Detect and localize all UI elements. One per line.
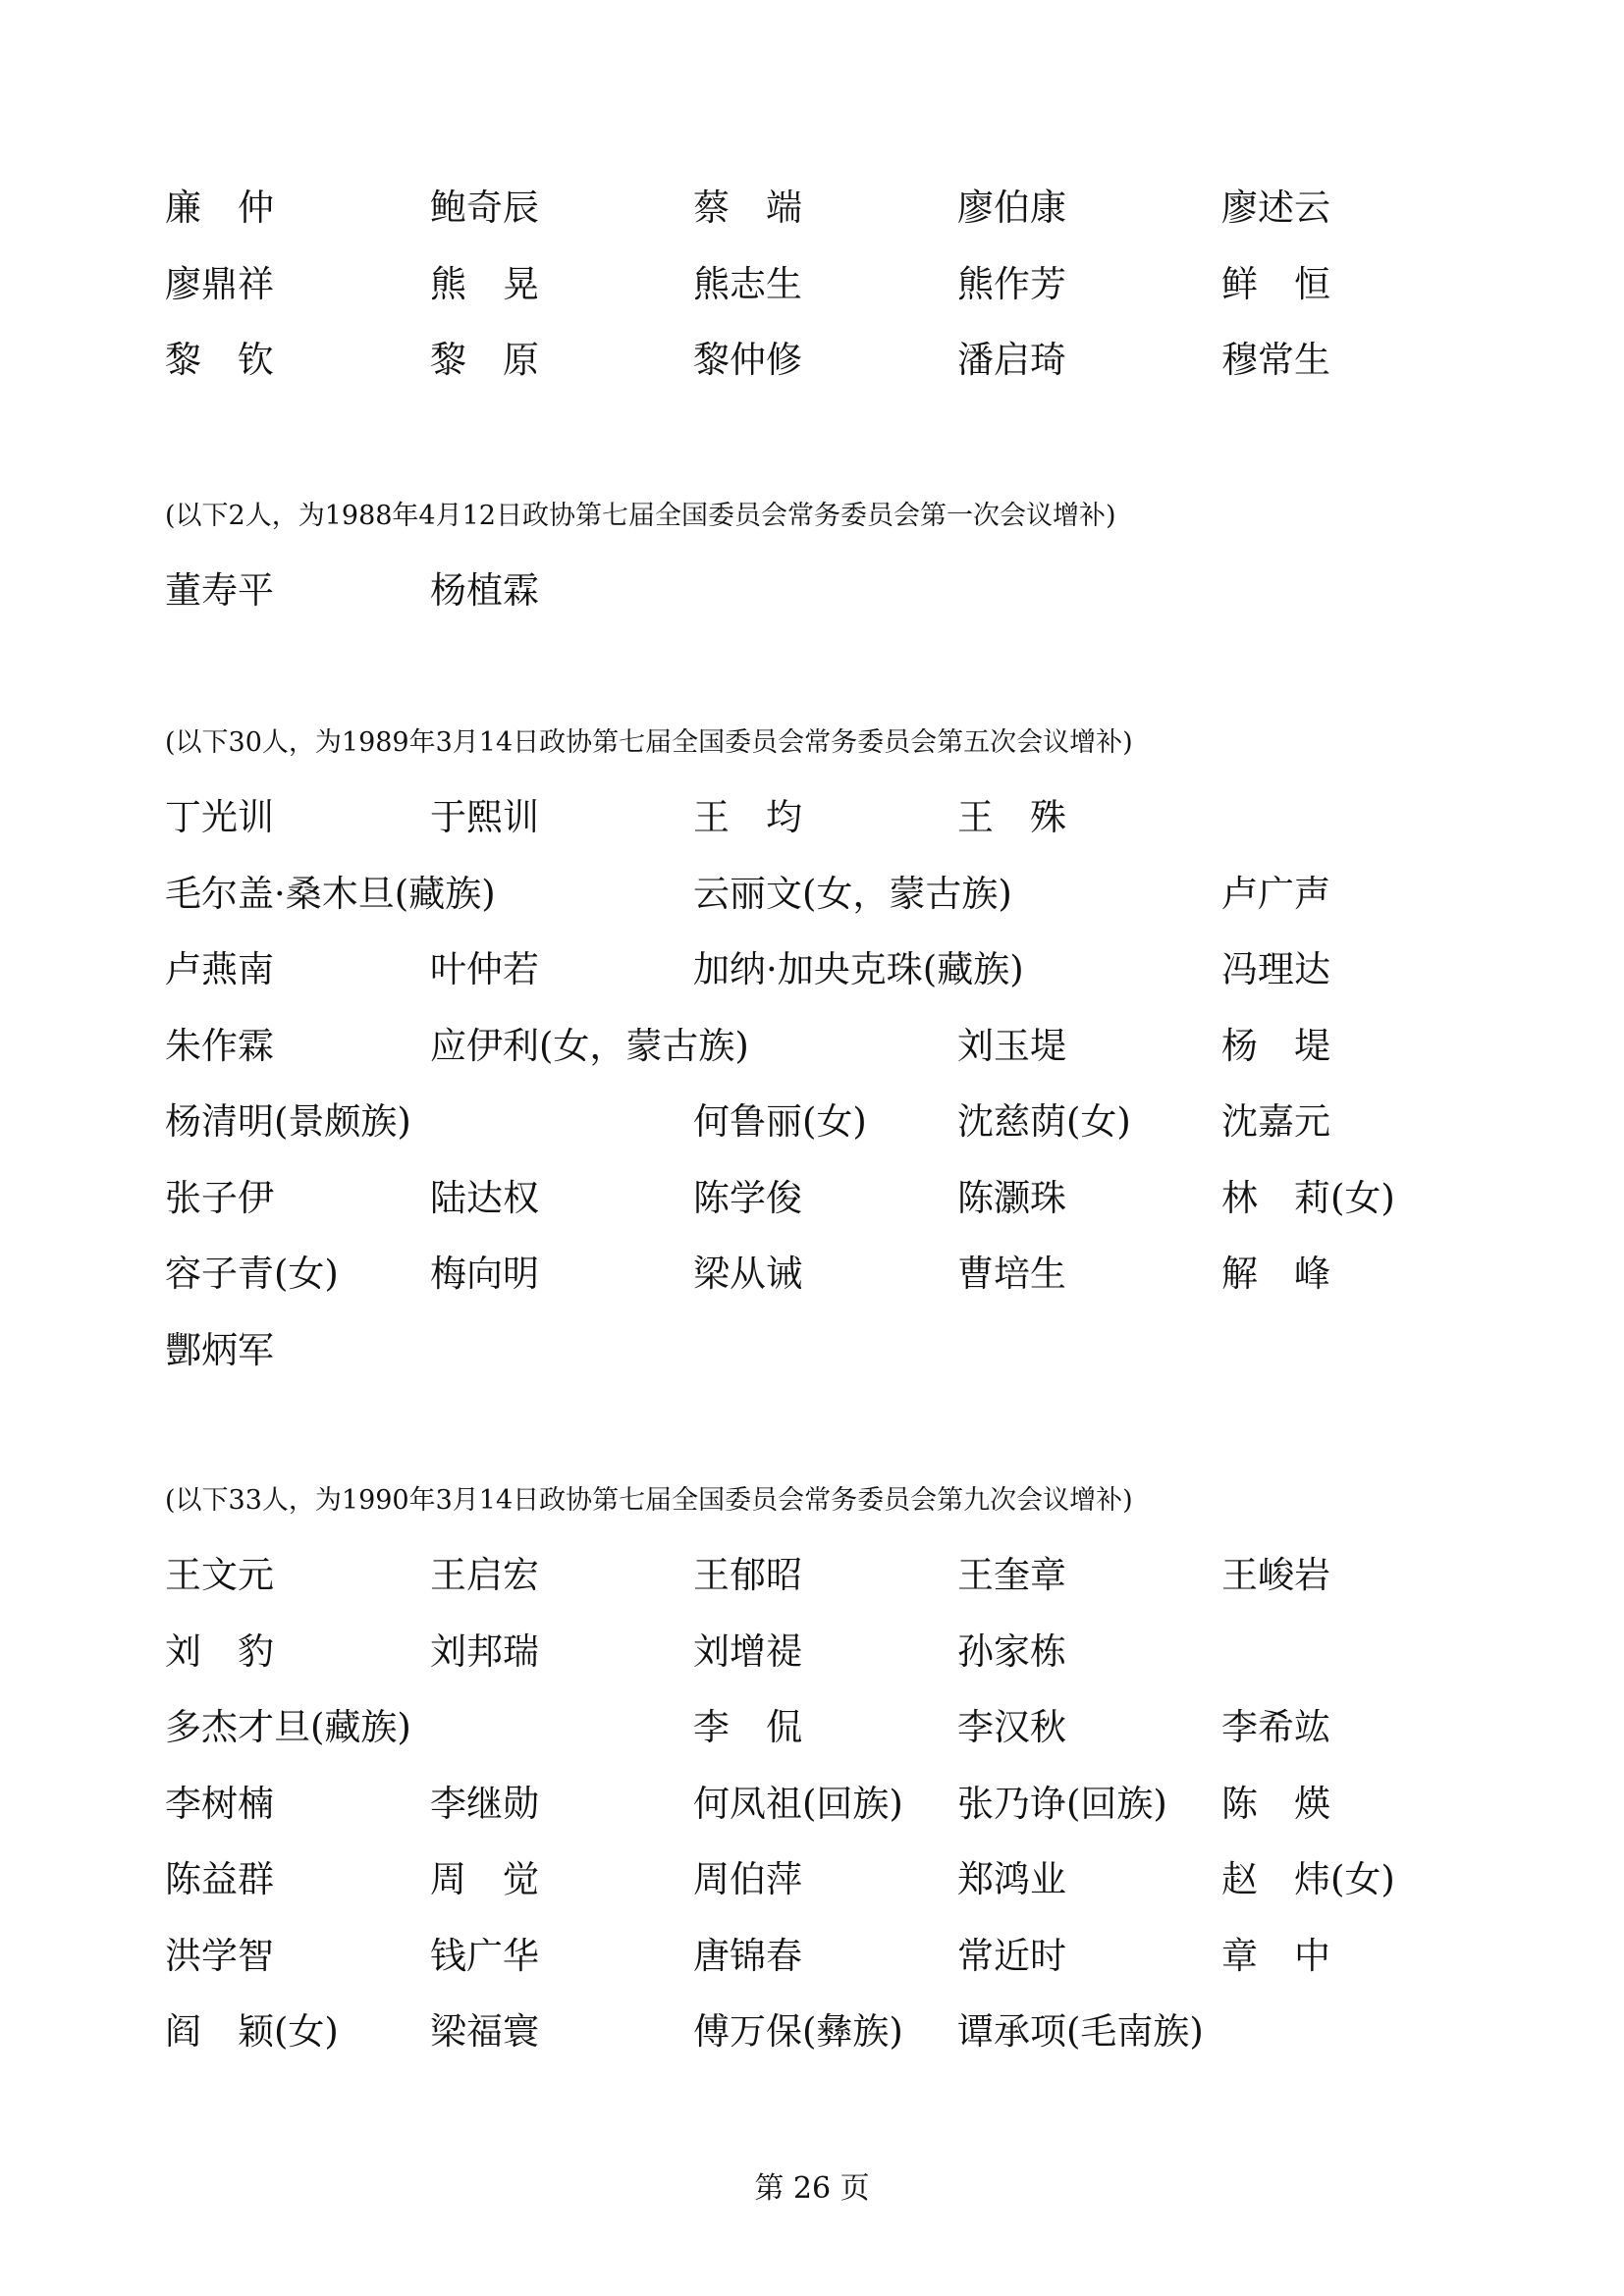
member-name: 熊作芳 [957, 262, 1066, 305]
member-name: 何凤祖(回族) [693, 1782, 903, 1825]
member-name: 沈慈荫(女) [957, 1100, 1131, 1143]
member-name: 卢燕南 [165, 948, 274, 990]
member-name: 常近时 [957, 1934, 1066, 1977]
member-name: 云丽文(女，蒙古族) [693, 872, 1012, 915]
member-name: 唐锦春 [693, 1934, 802, 1977]
member-name: 刘玉堤 [957, 1024, 1066, 1067]
member-name: 孙家栋 [957, 1629, 1066, 1673]
member-name: 黎 原 [430, 339, 539, 381]
name-row [0, 1093, 1624, 1151]
member-name: 李希竑 [1221, 1706, 1330, 1748]
name-row [0, 1623, 1624, 1682]
member-name: 陈 煐 [1221, 1782, 1330, 1825]
member-name: 洪学智 [165, 1934, 274, 1977]
member-name: 丁光训 [165, 796, 274, 838]
name-row [0, 179, 1624, 238]
member-name: 朱作霖 [165, 1024, 274, 1067]
member-name: 潘启琦 [957, 339, 1066, 381]
member-name: 陈益群 [165, 1858, 274, 1900]
member-name: 熊志生 [693, 262, 802, 305]
member-name: 赵 炜(女) [1221, 1858, 1395, 1900]
member-name: 鲍奇辰 [430, 187, 539, 229]
member-name: 陈灏珠 [957, 1176, 1066, 1219]
member-name: 廖述云 [1221, 187, 1330, 229]
member-name: 解 峰 [1221, 1253, 1330, 1295]
name-row [0, 1850, 1624, 1909]
name-row [0, 1017, 1624, 1076]
member-name: 梁福寰 [430, 2010, 539, 2053]
member-name: 加纳·加央克珠(藏族) [693, 948, 1024, 990]
member-name: 王启宏 [430, 1554, 539, 1596]
name-row [0, 561, 1624, 620]
name-row [0, 1321, 1624, 1380]
member-name: 李树楠 [165, 1782, 274, 1825]
member-name: 熊 晃 [430, 262, 539, 305]
member-name: 杨植霖 [430, 569, 539, 612]
member-name: 曹培生 [957, 1253, 1066, 1295]
member-name: 穆常生 [1221, 339, 1330, 381]
member-name: 周 觉 [430, 1858, 539, 1900]
name-row [0, 1245, 1624, 1304]
member-name: 何鲁丽(女) [693, 1100, 867, 1143]
member-name: 应伊利(女，蒙古族) [430, 1024, 749, 1067]
member-name: 梁从诫 [693, 1253, 802, 1295]
member-name: 多杰才旦(藏族) [165, 1706, 411, 1748]
supplement-note: (以下2人，为1988年4月12日政协第七届全国委员会常务委员会第一次会议增补) [165, 501, 1116, 531]
member-name: 傅万保(彝族) [693, 2010, 903, 2053]
member-name: 郑鸿业 [957, 1858, 1066, 1900]
member-name: 刘 豹 [165, 1629, 274, 1673]
member-name: 陈学俊 [693, 1176, 802, 1219]
member-name: 冯理达 [1221, 948, 1330, 990]
supplement-note: (以下30人，为1989年3月14日政协第七届全国委员会常务委员会第五次会议增补) [165, 727, 1133, 758]
member-name: 王峻岩 [1221, 1554, 1330, 1596]
member-name: 林 莉(女) [1221, 1176, 1395, 1219]
name-row [0, 1927, 1624, 1986]
page-number: 第 26 页 [754, 2171, 870, 2206]
member-name: 李继勋 [430, 1782, 539, 1825]
member-name: 王奎章 [957, 1554, 1066, 1596]
member-name: 鲜 恒 [1221, 262, 1330, 305]
member-name: 杨清明(景颇族) [165, 1100, 411, 1143]
member-name: 黎 钦 [165, 339, 274, 381]
member-name: 廖伯康 [957, 187, 1066, 229]
member-name: 杨 堤 [1221, 1024, 1330, 1067]
member-name: 沈嘉元 [1221, 1100, 1330, 1143]
member-name: 钱广华 [430, 1934, 539, 1977]
member-name: 梅向明 [430, 1253, 539, 1295]
member-name: 廖鼎祥 [165, 262, 274, 305]
member-name: 王文元 [165, 1554, 274, 1596]
name-row [0, 1698, 1624, 1757]
supplement-note: (以下33人，为1990年3月14日政协第七届全国委员会常务委员会第九次会议增补) [165, 1485, 1133, 1516]
member-name: 阎 颖(女) [165, 2010, 339, 2053]
name-row [0, 2002, 1624, 2061]
member-name: 黎仲修 [693, 339, 802, 381]
member-name: 刘增禔 [693, 1629, 802, 1673]
member-name: 叶仲若 [430, 948, 539, 990]
member-name: 毛尔盖·桑木旦(藏族) [165, 872, 496, 915]
name-row [0, 940, 1624, 999]
member-name: 于熙训 [430, 796, 539, 838]
member-name: 廉 仲 [165, 187, 274, 229]
member-name: 卢广声 [1221, 872, 1330, 915]
member-name: 谭承项(毛南族) [957, 2010, 1204, 2053]
member-name: 蔡 端 [693, 187, 802, 229]
name-row [0, 255, 1624, 314]
member-name: 张乃诤(回族) [957, 1782, 1167, 1825]
member-name: 刘邦瑞 [430, 1629, 539, 1673]
member-name: 章 中 [1221, 1934, 1330, 1977]
member-name: 李汉秋 [957, 1706, 1066, 1748]
member-name: 王 殊 [957, 796, 1066, 838]
member-name: 酆炳军 [165, 1328, 274, 1371]
member-name: 陆达权 [430, 1176, 539, 1219]
name-row [0, 788, 1624, 847]
name-row [0, 1546, 1624, 1605]
name-row [0, 1169, 1624, 1228]
member-name: 王郁昭 [693, 1554, 802, 1596]
member-name: 李 侃 [693, 1706, 802, 1748]
name-row [0, 331, 1624, 390]
member-name: 张子伊 [165, 1176, 274, 1219]
name-row [0, 1775, 1624, 1834]
name-row [0, 865, 1624, 924]
member-name: 容子青(女) [165, 1253, 339, 1295]
member-name: 周伯萍 [693, 1858, 802, 1900]
member-name: 王 均 [693, 796, 802, 838]
member-name: 董寿平 [165, 569, 274, 612]
